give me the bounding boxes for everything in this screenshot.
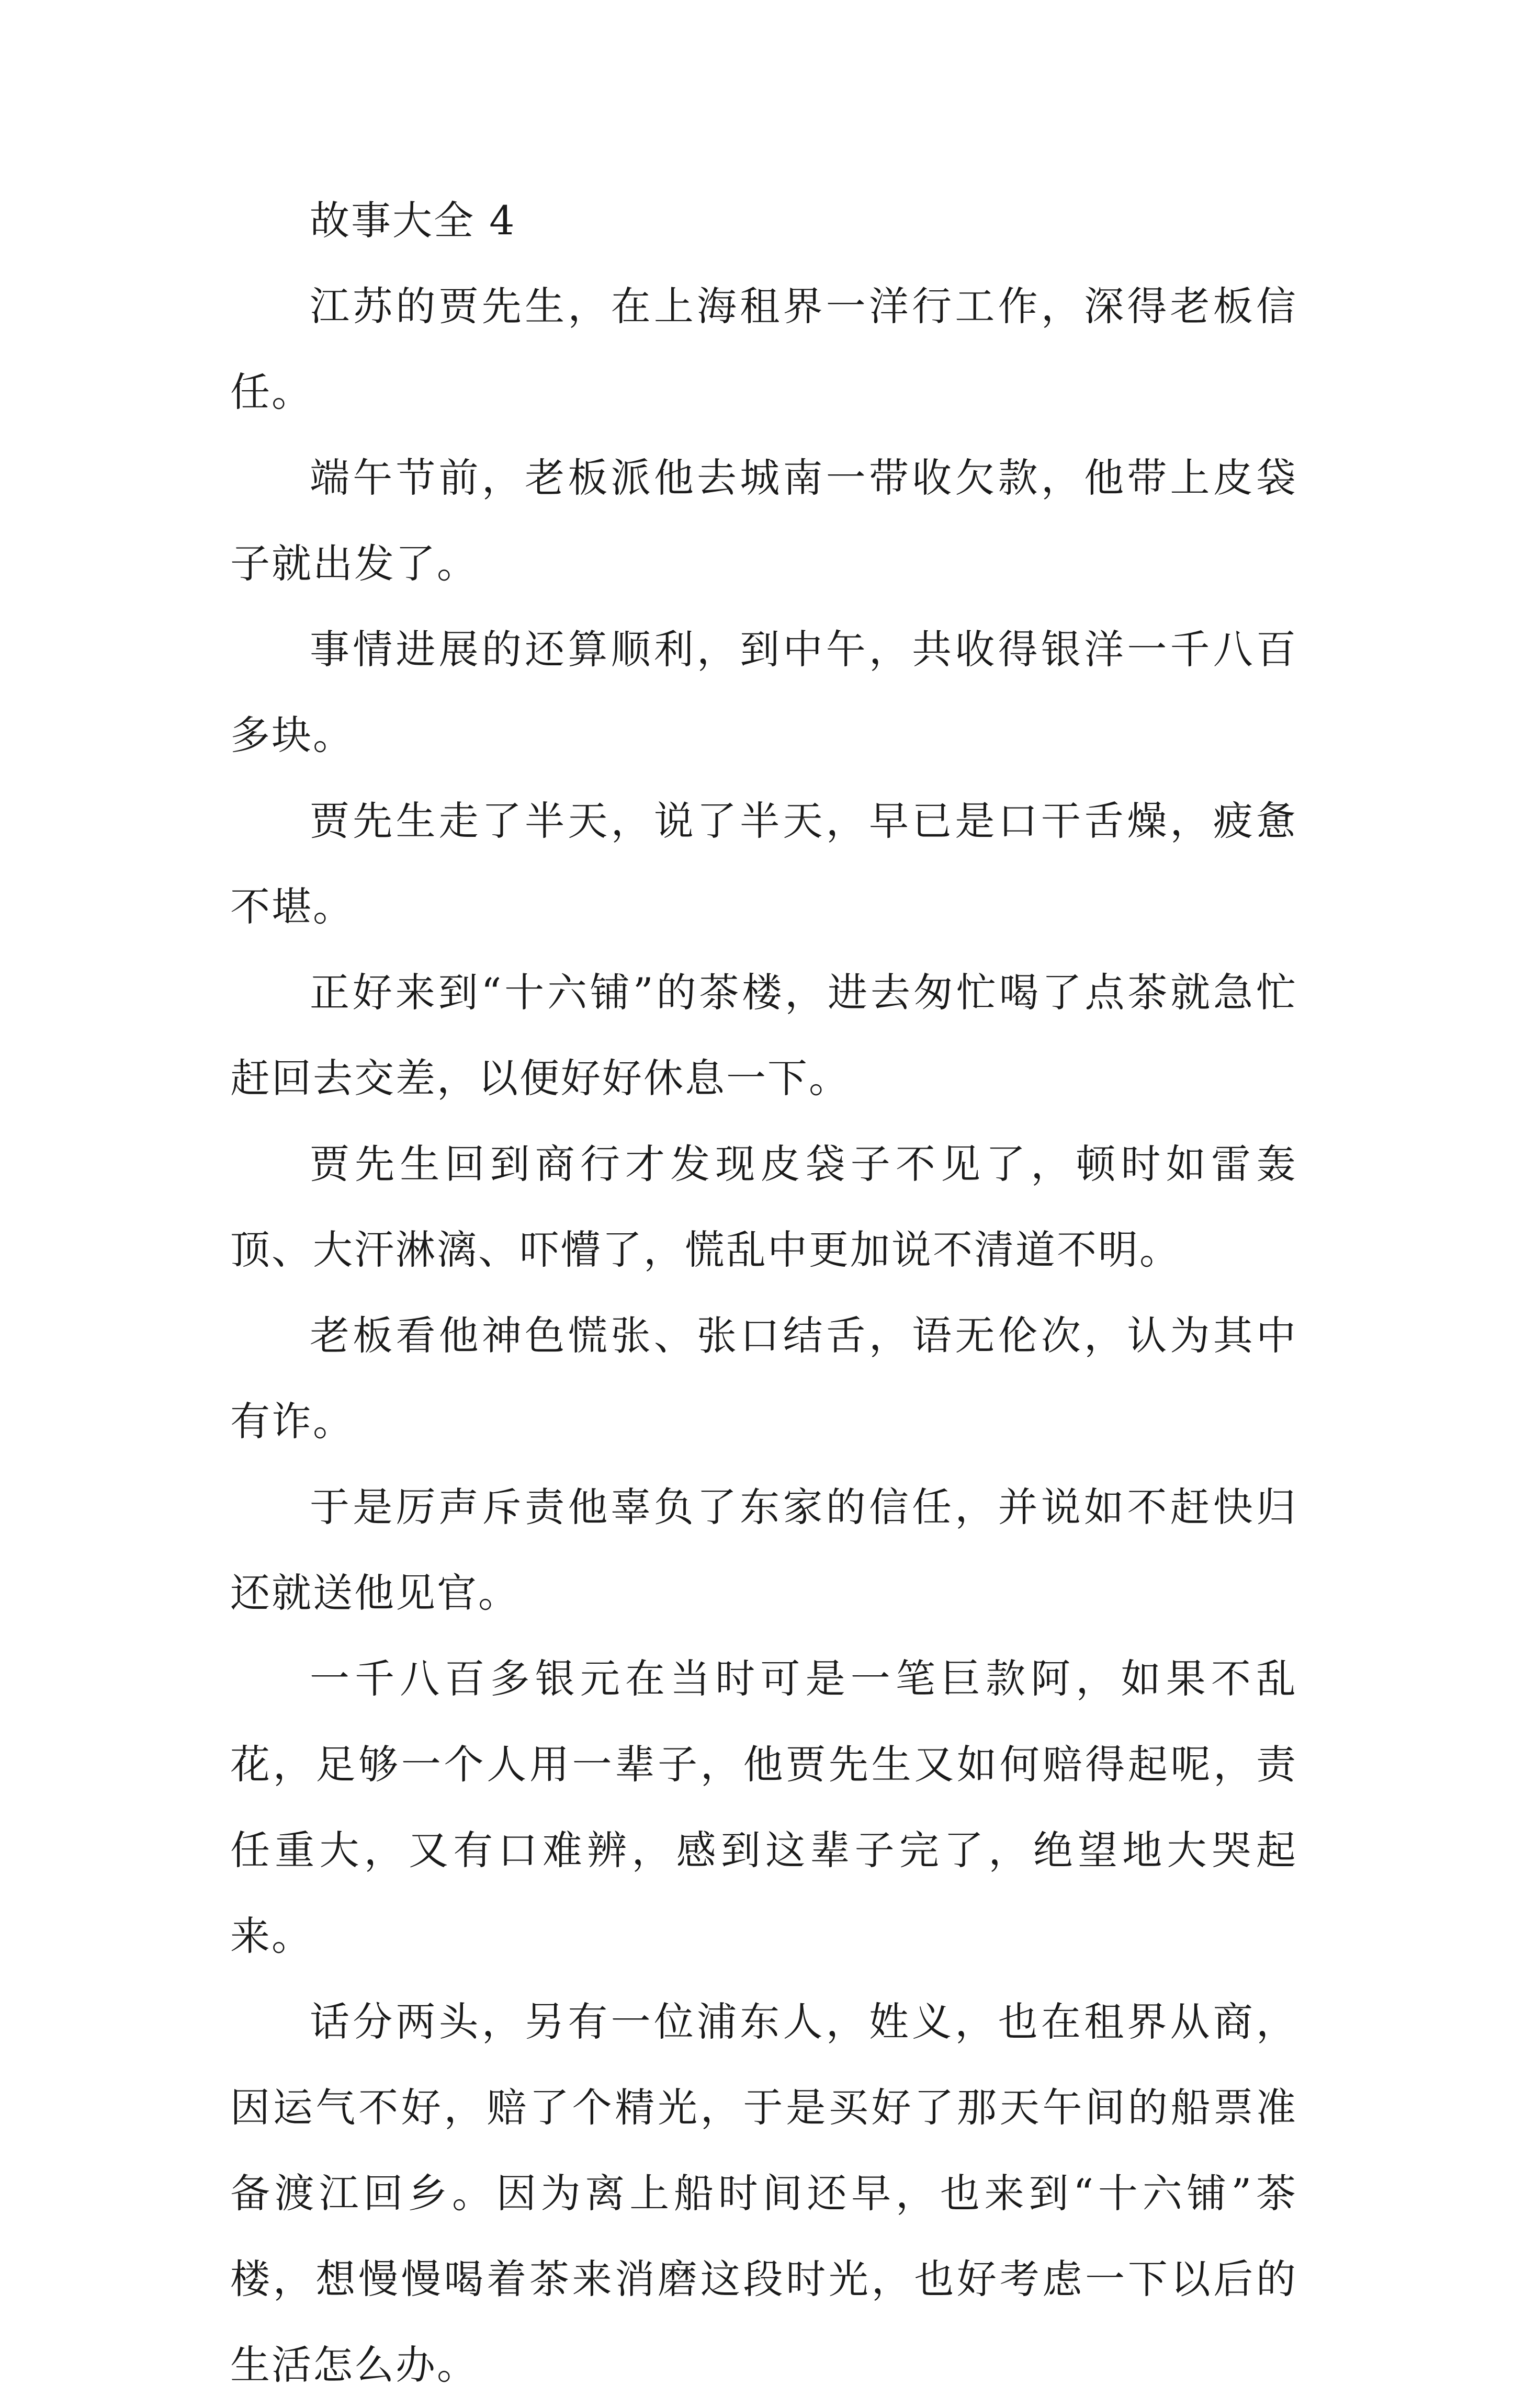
paragraph: 正好来到“十六铺”的茶楼，进去匆忙喝了点茶就急忙赶回去交差，以便好好休息一下。 [230,969,1297,1101]
paragraph: 端午节前，老板派他去城南一带收欠款，他带上皮袋子就出发了。 [230,455,1297,587]
paragraph: 贾先生走了半天，说了半天，早已是口干舌燥，疲惫不堪。 [230,798,1297,930]
document-title: 故事大全 4 [310,197,516,244]
document-body [230,178,1297,2408]
paragraph: 贾先生回到商行才发现皮袋子不见了，顿时如雷轰顶、大汗淋漓、吓懵了，慌乱中更加说不清道不明。 [230,1141,1297,1273]
paragraph: 话分两头，另有一位浦东人，姓义，也在租界从商，因运气不好，赔了个精光，于是买好了那天午间的船票准备渡江回乡。因为离上船时间还早，也来到“十六铺”茶楼，想慢慢喝着茶来消磨这段时光，也好考虑一下以后的生活怎么办。 [230,1998,1297,2388]
paragraph: 于是厉声斥责他辜负了东家的信任，并说如不赶快归还就送他见官。 [230,1484,1297,1616]
paragraph: 老板看他神色慌张、张口结舌，语无伦次，认为其中有诈。 [230,1312,1297,1445]
paragraph: 一千八百多银元在当时可是一笔巨款阿，如果不乱花，足够一个人用一辈子，他贾先生又如何赔得起呢，责任重大，又有口难辨，感到这辈子完了，绝望地大哭起来。 [230,1655,1297,1959]
paragraph: 江苏的贾先生，在上海租界一洋行工作，深得老板信任。 [230,283,1297,415]
paragraph: 事情进展的还算顺利，到中午，共收得银洋一千八百多块。 [230,626,1297,758]
